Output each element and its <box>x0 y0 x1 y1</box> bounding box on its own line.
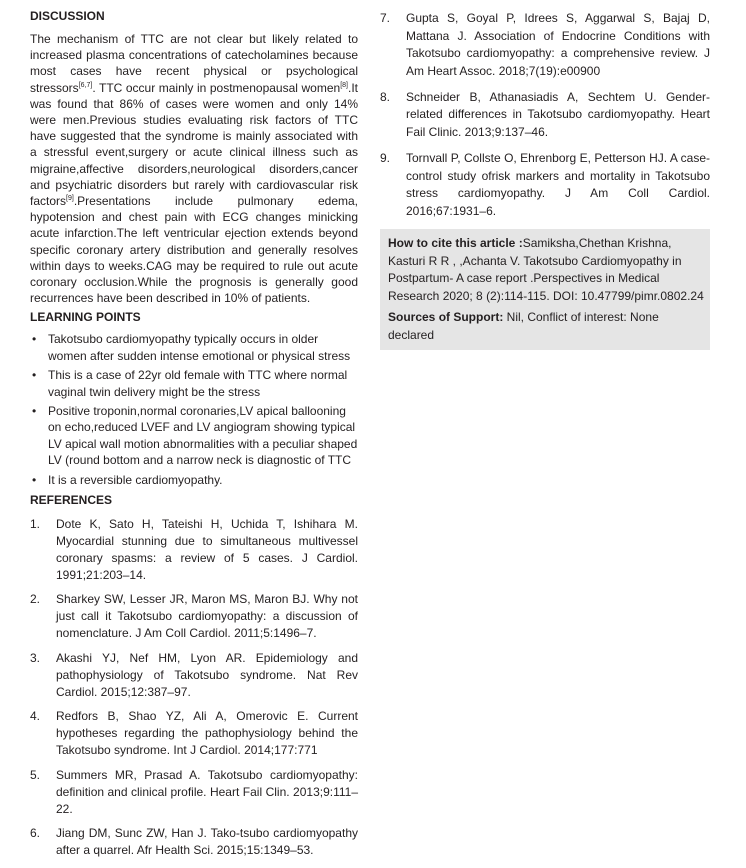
learning-point <box>30 367 358 399</box>
reference-item <box>30 825 358 859</box>
bullet-icon: • <box>32 332 37 347</box>
reference-item <box>380 89 710 142</box>
reference-text: Sharkey SW, Lesser JR, Maron MS, Maron BJ. Why not just call it Takotsubo cardiomyopathy: a discussion of nomenclature. J Am Coll Cardiol. 2011;5:1496–7. <box>56 592 358 641</box>
learning-point-text: This is a case of 22yr old female with TTC where normal vaginal twin delivery might be the stress <box>48 368 348 399</box>
learning-point <box>30 331 358 363</box>
learning-points-list <box>30 331 358 487</box>
reference-item <box>30 516 358 584</box>
discussion-text-2: . TTC occur mainly in postmenopausal women <box>92 80 341 95</box>
reference-item <box>380 10 710 80</box>
reference-number: 1. <box>30 516 41 531</box>
references-list <box>30 516 358 860</box>
support-label: Sources of Support: <box>388 310 504 325</box>
reference-item <box>380 150 710 220</box>
citation-marker: [9] <box>66 195 74 203</box>
left-column <box>30 8 358 867</box>
learning-point <box>30 403 358 468</box>
reference-number: 8. <box>380 89 391 104</box>
learning-point-text: Positive troponin,normal coronaries,LV apical ballooning on echo,reduced LVEF and LV angiogram showing typical LV apical wall motion abnormalities with a peculiar shaped LV (round bottom and a narrow neck is diagnostic of TTC <box>48 404 358 467</box>
learning-point-text: It is a reversible cardiomyopathy. <box>48 472 223 487</box>
reference-item <box>30 767 358 818</box>
references-list-continued <box>380 10 710 221</box>
references-heading: REFERENCES <box>30 492 113 507</box>
citation-marker: [6,7] <box>78 81 93 89</box>
reference-item <box>30 591 358 642</box>
bullet-icon: • <box>32 404 37 419</box>
learning-point-text: Takotsubo cardiomyopathy typically occurs in older women after sudden intense emotional or physical stress <box>48 332 351 363</box>
reference-text: Akashi YJ, Nef HM, Lyon AR. Epidemiology and pathophysiology of Takotsubo syndrome. Nat Rev Cardiol. 2015;12:387–97. <box>56 650 358 699</box>
reference-text: Dote K, Sato H, Tateishi H, Uchida T, Ishihara M. Myocardial stunning due to simultaneous multivessel coronary spasms: a review of 5 cases. J Cardiol. 1991;21:203–14. <box>56 516 358 582</box>
discussion-heading: DISCUSSION <box>30 9 105 23</box>
bullet-icon: • <box>32 368 37 383</box>
how-to-cite-text: Samiksha,Chethan Krishna, Kasturi R R , ,Achanta V. Takotsubo Cardiomyopathy in Postpartum- A case report .Perspectives in Medical Research 2020; 8 (2):114-115. DOI: 10.47799/pimr.0802.24 <box>388 236 704 303</box>
how-to-cite-label: How to cite this article : <box>388 236 523 251</box>
reference-number: 5. <box>30 767 41 782</box>
reference-number: 3. <box>30 650 41 665</box>
discussion-text-1: The mechanism of TTC are not clear but likely related to increased plasma concentrations of catecholamines because most cases have recent physical or psychological stressors <box>30 32 358 95</box>
support-text: Nil, Conflict of interest: None declared <box>388 310 659 342</box>
reference-text: Schneider B, Athanasiadis A, Sechtem U. Gender-related differences in Takotsubo cardiomyopathy. Heart Fail Clinic. 2013;9:137–46. <box>406 89 710 140</box>
discussion-text-4: .Presentations include pulmonary edema, hypotension and chest pain with ECG changes minicking acute infarction.The left ventricular ejection extends beyond specific coronary artery distribution and generally resolves within days to weeks.CAG may be required to rule out acute coronary occlusion.While the prognosis is generally good recurrences have been described in 10% of patients. <box>30 194 358 306</box>
reference-text: Jiang DM, Sunc ZW, Han J. Tako-tsubo cardiomyopathy after a quarrel. Afr Health Sci. 2015;15:1349–53. <box>56 826 358 858</box>
reference-text: Summers MR, Prasad A. Takotsubo cardiomyopathy: definition and clinical profile. Heart Fail Clin. 2013;9:111–22. <box>56 767 358 816</box>
how-to-cite <box>388 235 704 305</box>
reference-number: 2. <box>30 592 41 607</box>
reference-item <box>30 650 358 701</box>
reference-number: 4. <box>30 709 41 724</box>
citation-marker: [8] <box>340 81 348 89</box>
reference-number: 6. <box>30 826 41 841</box>
citation-box <box>380 229 710 350</box>
right-column <box>380 8 710 350</box>
reference-text: Tornvall P, Collste O, Ehrenborg E, Petterson HJ. A case-control study ofrisk markers and mortality in Takotsubo stress cardiomyopathy. J Am Coll Cardiol. 2016;67:1931–6. <box>406 151 710 218</box>
reference-number: 7. <box>380 11 391 25</box>
reference-text: Redfors B, Shao YZ, Ali A, Omerovic E. Current hypotheses regarding the pathophysiology behind the Takotsubo syndrome. Int J Cardiol. 2014;177:771 <box>56 709 358 758</box>
reference-number: 9. <box>380 151 391 166</box>
reference-text: Gupta S, Goyal P, Idrees S, Aggarwal S, Bajaj D, Mattana J. Association of Endocrine Conditions with Takotsubo cardiomyopathy: a comprehensive review. J Am Heart Assoc. 2018;7(19):e00900 <box>406 11 710 78</box>
bullet-icon: • <box>32 472 37 487</box>
learning-points-heading: LEARNING POINTS <box>30 310 141 325</box>
reference-item <box>30 708 358 759</box>
sources-of-support <box>388 309 704 344</box>
discussion-text-3: .It was found that 86% of cases were women and only 14% were men.Previous studies evaluating risk factors of TTC have suggested that the syndrome is mainly associated with a stressful event,surgery or acute clinical illness such as migraine,affective disorders,neurological disorders,cancer and psychiatric disorders but rarely with cardiovascular risk factors <box>30 80 358 209</box>
learning-point <box>30 472 358 488</box>
discussion-paragraph <box>30 31 358 306</box>
